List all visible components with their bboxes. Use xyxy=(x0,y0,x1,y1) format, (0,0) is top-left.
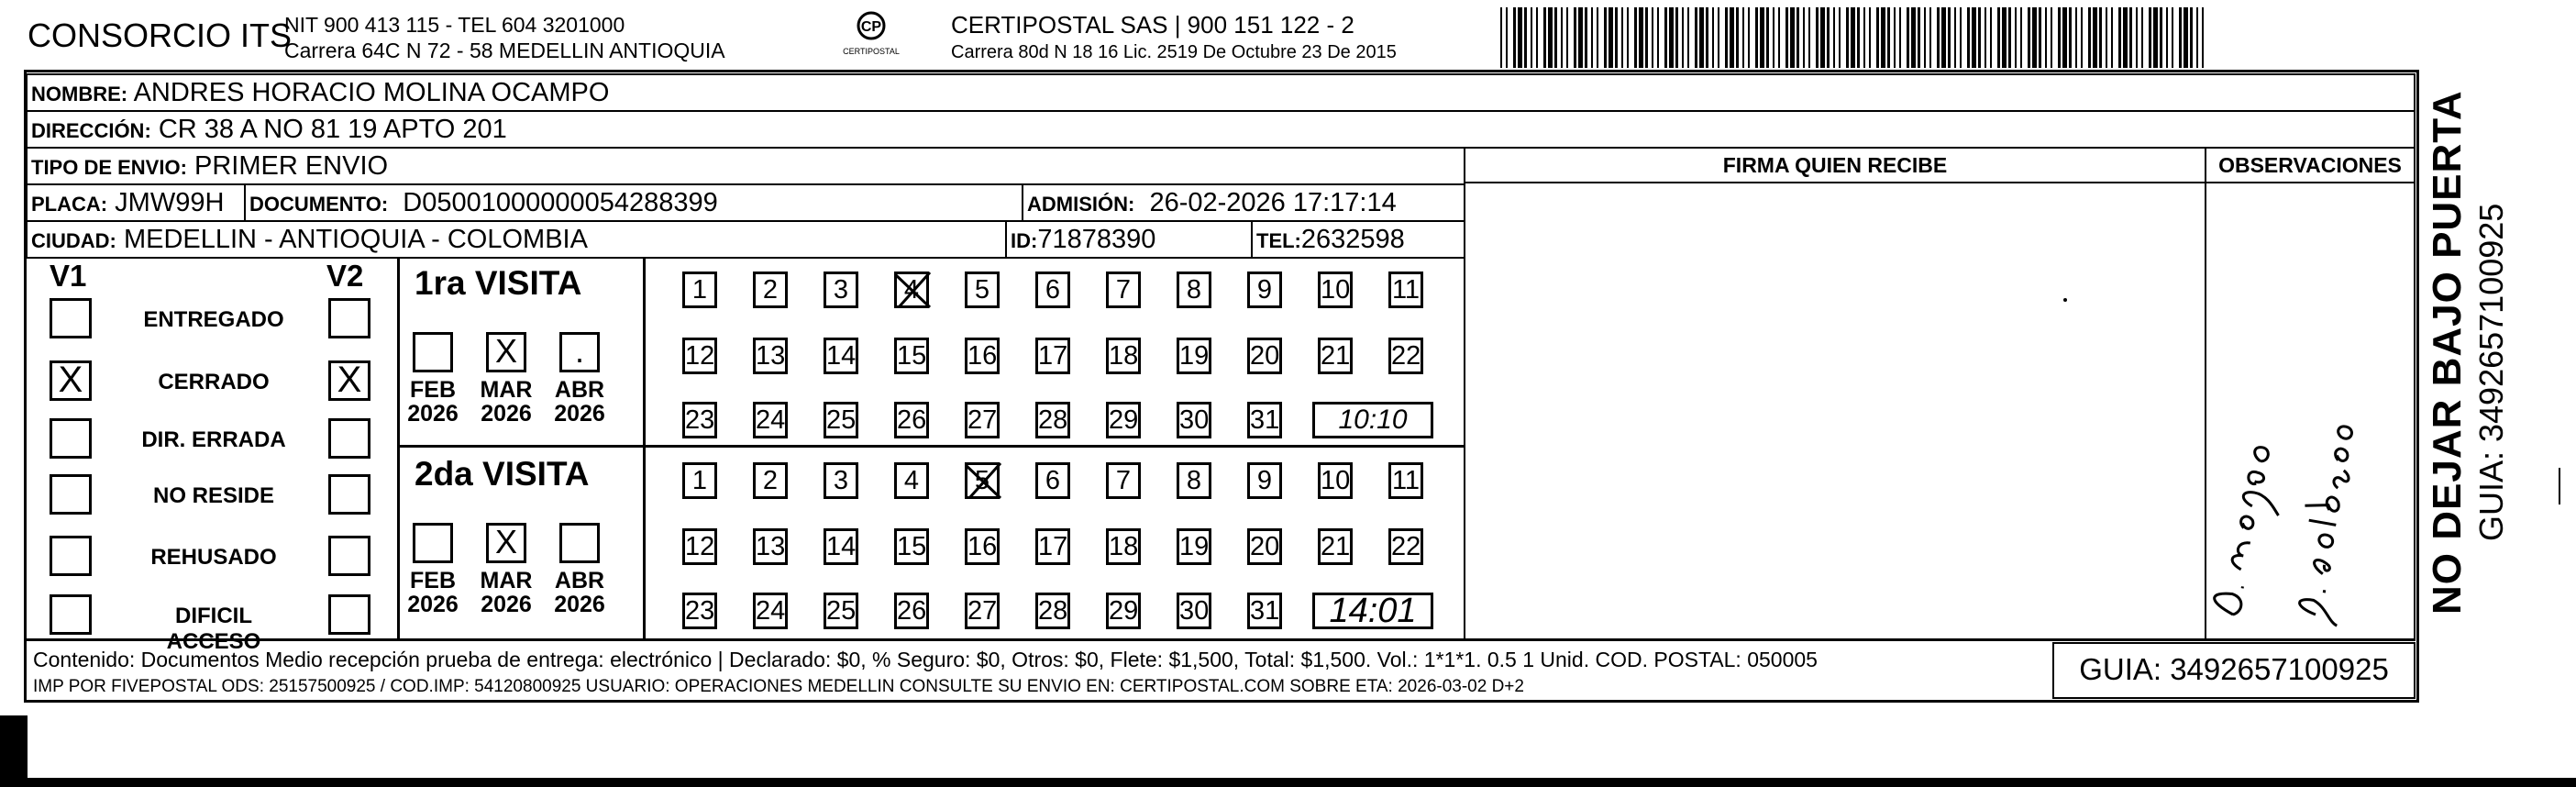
day-box[interactable]: 22 xyxy=(1388,338,1423,374)
barcode-bar xyxy=(2058,7,2061,68)
status-label: DIR. ERRADA xyxy=(141,427,286,452)
scan-edge xyxy=(0,778,2576,787)
barcode-bar xyxy=(2075,7,2077,68)
day-box[interactable]: 25 xyxy=(824,593,858,629)
day-box[interactable]: 29 xyxy=(1106,593,1141,629)
day-box[interactable]: 9 xyxy=(1247,462,1282,499)
barcode-bar xyxy=(1712,7,1714,68)
month-checkbox[interactable]: X xyxy=(486,332,526,372)
barcode-bar xyxy=(2093,7,2097,68)
day-box[interactable]: 21 xyxy=(1318,528,1353,565)
barcode-bar xyxy=(1918,7,1920,68)
barcode-bar xyxy=(1978,7,1981,68)
day-box[interactable]: 30 xyxy=(1177,593,1211,629)
day-box[interactable]: 1 xyxy=(682,462,717,499)
barcode-bar xyxy=(2051,7,2052,68)
month-year: 2026 xyxy=(481,592,532,617)
day-box[interactable]: 27 xyxy=(965,402,1000,438)
day-box-marked[interactable]: 5 xyxy=(965,462,1000,499)
barcode-bar xyxy=(2172,7,2173,68)
day-box[interactable]: 7 xyxy=(1106,272,1141,308)
v2-checkbox[interactable] xyxy=(328,418,370,459)
day-box[interactable]: 4 xyxy=(894,462,929,499)
documento-label: DOCUMENTO: xyxy=(249,193,389,216)
handwritten-observation xyxy=(2206,257,2412,633)
month-label xyxy=(552,378,607,426)
barcode-bar xyxy=(1985,7,1986,68)
barcode-bar xyxy=(1561,7,1563,68)
barcode-bar xyxy=(1675,7,1678,68)
barcode-bar xyxy=(2129,7,2132,68)
month-checkbox[interactable] xyxy=(413,332,453,372)
v1-checkbox[interactable] xyxy=(50,418,92,459)
barcode-bar xyxy=(1797,7,1799,68)
day-box[interactable]: 1 xyxy=(682,272,717,308)
day-box[interactable]: 23 xyxy=(682,593,717,629)
visit-title: 2da VISITA xyxy=(415,455,590,493)
barcode xyxy=(1500,7,2206,68)
barcode-bar xyxy=(1536,7,1538,68)
barcode-bar xyxy=(2202,7,2204,68)
row-ciudad xyxy=(26,220,1007,259)
barcode-bar xyxy=(1621,7,1623,68)
barcode-bar xyxy=(1524,7,1527,68)
barcode-bar xyxy=(1543,7,1546,68)
barcode-bar xyxy=(1669,7,1674,68)
month-year: 2026 xyxy=(407,592,459,617)
barcode-bar xyxy=(2190,7,2193,68)
day-box[interactable]: 7 xyxy=(1106,462,1141,499)
barcode-bar xyxy=(1997,7,2000,68)
nombre-label: NOMBRE: xyxy=(31,83,128,105)
barcode-bar xyxy=(1682,7,1684,68)
v2-checkbox[interactable]: X xyxy=(328,360,370,401)
barcode-bar xyxy=(2136,7,2138,68)
barcode-bar xyxy=(1742,7,1744,68)
footer-imp: IMP POR FIVEPOSTAL ODS: 25157500925 / COD.IMP: 54120800925 USUARIO: OPERACIONES MEDELLIN CONSULTE SU ENVIO EN: CERTIPOSTAL.COM SOBRE ETA: 2026-03-02 D+2 xyxy=(33,677,1524,696)
row-placa xyxy=(26,183,246,222)
barcode-bar xyxy=(2099,7,2102,68)
barcode-bar xyxy=(1695,7,1697,68)
month-year: 2026 xyxy=(554,401,605,427)
month-name: ABR xyxy=(554,377,605,403)
barcode-bar xyxy=(2069,7,2072,68)
placa-label: PLACA: xyxy=(31,193,108,216)
day-box[interactable]: 26 xyxy=(894,593,929,629)
barcode-bar xyxy=(1657,7,1659,68)
admision-label: ADMISIÓN: xyxy=(1027,193,1135,216)
id-label: ID: xyxy=(1011,229,1038,252)
barcode-bar xyxy=(1816,7,1819,68)
side-warning: NO DEJAR BAJO PUERTA xyxy=(2425,90,2470,615)
svg-text:CP: CP xyxy=(860,19,882,35)
day-box[interactable]: 6 xyxy=(1035,272,1070,308)
day-box[interactable]: 15 xyxy=(894,528,929,565)
month-checkbox[interactable] xyxy=(413,523,453,563)
row-tel xyxy=(1251,220,1465,259)
barcode-bar xyxy=(1911,7,1916,68)
row-direccion xyxy=(26,110,2416,149)
day-box[interactable]: 17 xyxy=(1035,338,1070,374)
v1-checkbox[interactable] xyxy=(50,536,92,576)
barcode-bar xyxy=(2045,7,2047,68)
barcode-bar xyxy=(2032,7,2037,68)
barcode-bar xyxy=(1718,7,1719,68)
month-name: FEB xyxy=(410,568,456,593)
barcode-bar xyxy=(1591,7,1593,68)
barcode-bar xyxy=(1894,7,1896,68)
barcode-bar xyxy=(2002,7,2007,68)
day-box[interactable]: 31 xyxy=(1247,593,1282,629)
placa-value: JMW99H xyxy=(115,188,225,217)
barcode-bar xyxy=(1609,7,1613,68)
barcode-bar xyxy=(1725,7,1728,68)
v2-checkbox[interactable] xyxy=(328,536,370,576)
visit-title: 1ra VISITA xyxy=(415,264,582,302)
v2-header: V2 xyxy=(326,259,364,293)
day-box[interactable]: 18 xyxy=(1106,338,1141,374)
day-box[interactable]: 18 xyxy=(1106,528,1141,565)
barcode-bar xyxy=(1554,7,1557,68)
strike-mark xyxy=(964,461,1004,502)
barcode-bar xyxy=(1627,7,1629,68)
v1-checkbox[interactable]: X xyxy=(50,360,92,401)
month-year: 2026 xyxy=(481,401,532,427)
day-box[interactable]: 23 xyxy=(682,402,717,438)
day-box[interactable]: 16 xyxy=(965,528,1000,565)
month-year: 2026 xyxy=(407,401,459,427)
barcode-bar xyxy=(2088,7,2091,68)
barcode-bar xyxy=(1730,7,1734,68)
firma-area[interactable] xyxy=(1464,182,2206,640)
barcode-bar xyxy=(1706,7,1708,68)
day-box[interactable]: 14 xyxy=(824,528,858,565)
v2-checkbox[interactable] xyxy=(328,474,370,515)
barcode-bar xyxy=(1773,7,1774,68)
day-box[interactable]: 28 xyxy=(1035,593,1070,629)
barcode-bar xyxy=(1846,7,1849,68)
barcode-bar xyxy=(1803,7,1805,68)
day-box[interactable]: 11 xyxy=(1388,462,1423,499)
barcode-bar xyxy=(1513,7,1516,68)
barcode-bar xyxy=(1766,7,1769,68)
barcode-bar xyxy=(1778,7,1780,68)
logo-icon xyxy=(853,11,890,42)
day-box[interactable]: 12 xyxy=(682,338,717,374)
barcode-bar xyxy=(1967,7,1970,68)
row-admision xyxy=(1022,183,1465,222)
month-label xyxy=(405,378,460,426)
v1-checkbox[interactable] xyxy=(50,298,92,338)
day-box[interactable]: 21 xyxy=(1318,338,1353,374)
documento-value: D05001000000054288399 xyxy=(403,188,718,217)
firma-header: FIRMA QUIEN RECIBE xyxy=(1464,147,2206,183)
carrier-line: CERTIPOSTAL SAS | 900 151 122 - 2 xyxy=(951,11,1354,39)
row-id xyxy=(1005,220,1253,259)
barcode-bar xyxy=(1664,7,1667,68)
barcode-bar xyxy=(2039,7,2041,68)
barcode-bar xyxy=(1924,7,1926,68)
barcode-bar xyxy=(2081,7,2083,68)
barcode-bar xyxy=(2118,7,2121,68)
month-checkbox[interactable]: . xyxy=(559,332,600,372)
day-box[interactable]: 10 xyxy=(1318,462,1353,499)
barcode-bar xyxy=(1585,7,1587,68)
month-checkbox[interactable] xyxy=(559,523,600,563)
barcode-bar xyxy=(2153,7,2158,68)
day-box[interactable]: 15 xyxy=(894,338,929,374)
month-label xyxy=(479,378,534,426)
id-value: 71878390 xyxy=(1037,225,1156,254)
barcode-bar xyxy=(1531,7,1532,68)
barcode-bar xyxy=(1833,7,1835,68)
barcode-bar xyxy=(2179,7,2182,68)
month-name: MAR xyxy=(480,377,533,403)
barcode-bar xyxy=(1566,7,1568,68)
barcode-bar xyxy=(1857,7,1860,68)
v1-header: V1 xyxy=(50,259,87,293)
barcode-bar xyxy=(1699,7,1704,68)
barcode-bar xyxy=(1820,7,1825,68)
day-box[interactable]: 16 xyxy=(965,338,1000,374)
barcode-bar xyxy=(1597,7,1598,68)
barcode-bar xyxy=(1948,7,1951,68)
v1-checkbox[interactable] xyxy=(50,474,92,515)
barcode-bar xyxy=(1500,7,1502,68)
month-label xyxy=(552,569,607,616)
barcode-bar xyxy=(2028,7,2030,68)
observaciones-header: OBSERVACIONES xyxy=(2205,147,2416,183)
barcode-bar xyxy=(2160,7,2162,68)
day-box[interactable]: 30 xyxy=(1177,402,1211,438)
tipo-value: PRIMER ENVIO xyxy=(193,151,389,181)
barcode-bar xyxy=(1990,7,1992,68)
day-box[interactable]: 5 xyxy=(965,272,1000,308)
scan-corner xyxy=(0,715,28,787)
strike-mark xyxy=(893,271,934,311)
day-box[interactable]: 25 xyxy=(824,402,858,438)
status-label: ENTREGADO xyxy=(143,307,284,332)
day-box[interactable]: 29 xyxy=(1106,402,1141,438)
day-box[interactable]: 2 xyxy=(753,272,788,308)
month-checkbox[interactable]: X xyxy=(486,523,526,563)
day-box[interactable]: 22 xyxy=(1388,528,1423,565)
barcode-bar xyxy=(1687,7,1689,68)
day-box[interactable]: 12 xyxy=(682,528,717,565)
day-box[interactable]: 27 xyxy=(965,593,1000,629)
barcode-bar xyxy=(1760,7,1764,68)
v2-checkbox[interactable] xyxy=(328,594,370,635)
barcode-bar xyxy=(2123,7,2128,68)
barcode-bar xyxy=(2149,7,2151,68)
day-box[interactable]: 20 xyxy=(1247,528,1282,565)
day-box[interactable]: 6 xyxy=(1035,462,1070,499)
barcode-bar xyxy=(1634,7,1637,68)
row-nombre xyxy=(26,73,2416,112)
nombre-value: ANDRES HORACIO MOLINA OCAMPO xyxy=(133,78,610,107)
barcode-bar xyxy=(2020,7,2022,68)
status-label: CERRADO xyxy=(158,370,270,394)
v1-checkbox[interactable] xyxy=(50,594,92,635)
direccion-label: DIRECCIÓN: xyxy=(31,119,151,142)
month-name: FEB xyxy=(410,377,456,403)
month-label xyxy=(479,569,534,616)
barcode-bar xyxy=(1839,7,1841,68)
barcode-bar xyxy=(1578,7,1583,68)
barcode-bar xyxy=(1907,7,1909,68)
day-box[interactable]: 14 xyxy=(824,338,858,374)
status-label: DIFICIL ACCESO xyxy=(166,604,261,654)
logo-text: CERTIPOSTAL xyxy=(843,47,900,56)
day-box[interactable]: 8 xyxy=(1177,272,1211,308)
barcode-bar xyxy=(2008,7,2011,68)
edge-mark xyxy=(2559,468,2566,504)
barcode-bar xyxy=(1518,7,1522,68)
barcode-bar xyxy=(2106,7,2107,68)
status-label: NO RESIDE xyxy=(152,483,275,508)
barcode-bar xyxy=(1548,7,1553,68)
barcode-bar xyxy=(2015,7,2017,68)
barcode-bar xyxy=(1652,7,1653,68)
barcode-bar xyxy=(1960,7,1962,68)
barcode-bar xyxy=(1748,7,1750,68)
day-box[interactable]: 31 xyxy=(1247,402,1282,438)
day-box[interactable]: 24 xyxy=(753,402,788,438)
barcode-bar xyxy=(1506,7,1508,68)
stray-dot xyxy=(2063,298,2067,302)
barcode-bar xyxy=(1808,7,1810,68)
v2-checkbox[interactable] xyxy=(328,298,370,338)
day-box[interactable]: 20 xyxy=(1247,338,1282,374)
certipostal-logo xyxy=(830,11,912,66)
month-year: 2026 xyxy=(554,592,605,617)
barcode-bar xyxy=(2062,7,2067,68)
barcode-bar xyxy=(1972,7,1976,68)
ciudad-value: MEDELLIN - ANTIOQUIA - COLOMBIA xyxy=(123,225,588,254)
day-box[interactable]: 19 xyxy=(1177,528,1211,565)
day-box[interactable]: 13 xyxy=(753,338,788,374)
barcode-bar xyxy=(1574,7,1576,68)
barcode-bar xyxy=(1869,7,1871,68)
company-nit: NIT 900 413 115 - TEL 604 3201000 xyxy=(284,13,625,37)
barcode-bar xyxy=(2111,7,2113,68)
visit-time[interactable]: 10:10 xyxy=(1312,402,1433,438)
barcode-bar xyxy=(1851,7,1855,68)
day-box[interactable]: 11 xyxy=(1388,272,1423,308)
month-name: MAR xyxy=(480,568,533,593)
day-box[interactable]: 2 xyxy=(753,462,788,499)
day-box[interactable]: 24 xyxy=(753,593,788,629)
barcode-bar xyxy=(1887,7,1890,68)
row-documento xyxy=(244,183,1023,222)
barcode-bar xyxy=(1604,7,1607,68)
company-name: CONSORCIO ITS xyxy=(28,17,293,54)
day-box[interactable]: 3 xyxy=(824,272,858,308)
day-box[interactable]: 19 xyxy=(1177,338,1211,374)
day-box[interactable]: 10 xyxy=(1318,272,1353,308)
barcode-bar xyxy=(1755,7,1758,68)
barcode-bar xyxy=(1954,7,1956,68)
barcode-bar xyxy=(1876,7,1879,68)
footer-guia: GUIA: 3492657100925 xyxy=(2052,642,2416,699)
carrier-address: Carrera 80d N 18 16 Lic. 2519 De Octubre 23 De 2015 xyxy=(951,42,1397,62)
day-box[interactable]: 3 xyxy=(824,462,858,499)
day-box-marked[interactable]: 4 xyxy=(894,272,929,308)
day-box[interactable]: 13 xyxy=(753,528,788,565)
side-guia: GUIA: 3492657100925 xyxy=(2472,203,2510,541)
barcode-bar xyxy=(1790,7,1795,68)
barcode-bar xyxy=(1615,7,1618,68)
direccion-value: CR 38 A NO 81 19 APTO 201 xyxy=(158,115,507,144)
barcode-bar xyxy=(2141,7,2143,68)
barcode-bar xyxy=(1786,7,1788,68)
barcode-bar xyxy=(1645,7,1648,68)
status-label: REHUSADO xyxy=(150,545,277,570)
admision-value: 26-02-2026 17:17:14 xyxy=(1149,188,1397,217)
barcode-bar xyxy=(1863,7,1865,68)
tipo-label: TIPO DE ENVIO: xyxy=(31,156,187,179)
barcode-bar xyxy=(1827,7,1830,68)
day-box[interactable]: 28 xyxy=(1035,402,1070,438)
visit-time[interactable]: 14:01 xyxy=(1312,593,1433,629)
day-box[interactable]: 8 xyxy=(1177,462,1211,499)
month-label xyxy=(405,569,460,616)
barcode-bar xyxy=(2196,7,2198,68)
barcode-bar xyxy=(2166,7,2168,68)
day-box[interactable]: 26 xyxy=(894,402,929,438)
barcode-bar xyxy=(1736,7,1739,68)
row-tipo xyxy=(26,147,1465,185)
tel-value: 2632598 xyxy=(1300,225,1405,254)
day-box[interactable]: 9 xyxy=(1247,272,1282,308)
barcode-bar xyxy=(1929,7,1931,68)
company-address: Carrera 64C N 72 - 58 MEDELLIN ANTIOQUIA xyxy=(284,39,725,62)
barcode-bar xyxy=(1941,7,1946,68)
ciudad-label: CIUDAD: xyxy=(31,229,116,252)
barcode-bar xyxy=(2184,7,2188,68)
barcode-bar xyxy=(1899,7,1901,68)
day-box[interactable]: 17 xyxy=(1035,528,1070,565)
barcode-bar xyxy=(1937,7,1940,68)
barcode-bar xyxy=(1639,7,1643,68)
month-name: ABR xyxy=(554,568,605,593)
tel-label: TEL: xyxy=(1256,229,1301,252)
barcode-bar xyxy=(1881,7,1885,68)
footer-contenido: Contenido: Documentos Medio recepción prueba de entrega: electrónico | Declarado: $0, % Seguro: $0, Otros: $0, Flete: $1,500, Total: $1,500. Vol.: 1*1*1. 0.5 1 Unid. COD. POSTAL: 050005 xyxy=(33,648,1818,671)
